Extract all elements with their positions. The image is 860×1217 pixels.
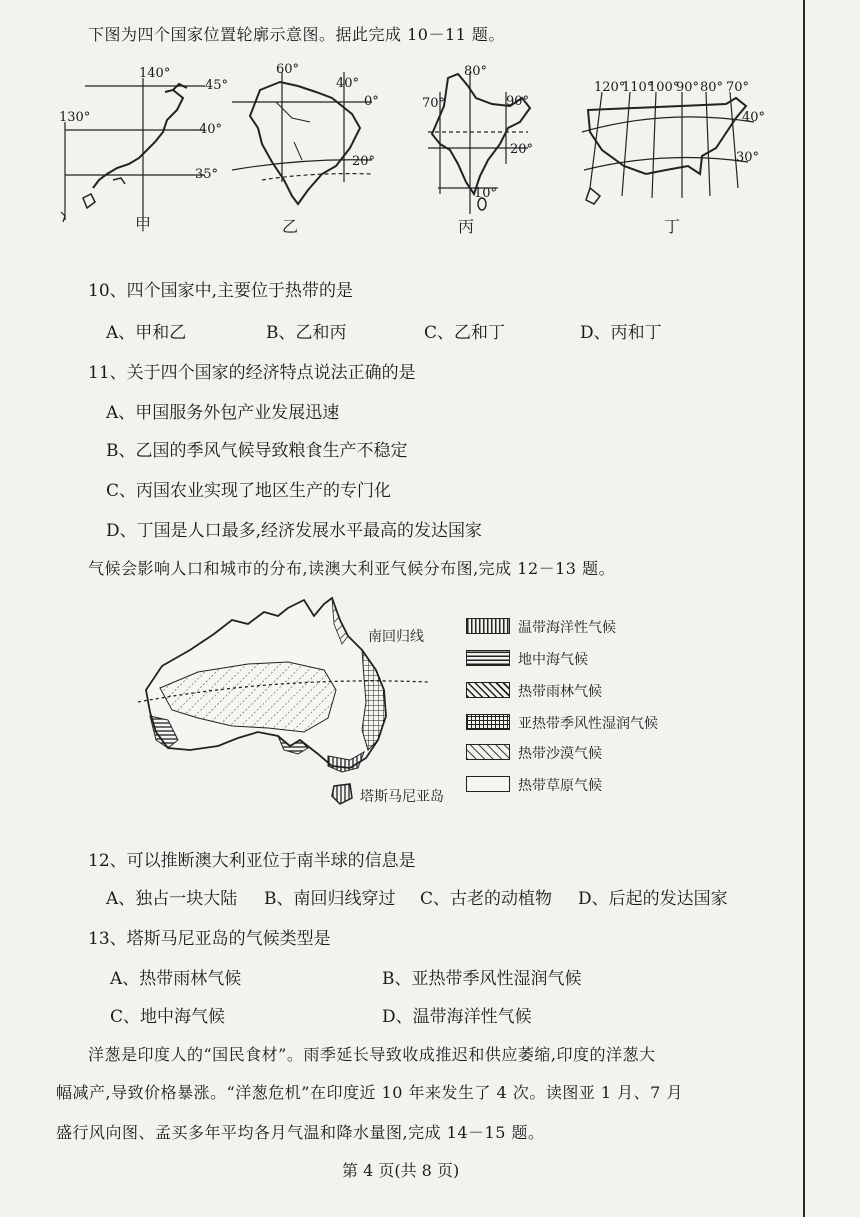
jia-lat-40: 40° [199,122,223,137]
map-ding-label: 丁 [664,217,681,236]
q11-option-b: B、乙国的季风气候导致粮食生产不稳定 [106,441,408,461]
exam-page: 下图为四个国家位置轮廓示意图。据此完成 10－11 题。 140° 130° 45° 40° 35° 甲 60° 40° 0° 20° 乙 70° 80° 90° 20° 10° 丙 120° 110° 100° 90° 80° 70° 40° 30° 丁 10、四个国家中,主要位于热带的是 A、甲和乙 B、乙和丙 C、乙和丁 D、丙和丁 11、关于四个国家的经济特点说法正确的是 A、甲国服务外包产业发展迅速 B、乙国的季风气候导致粮食生产不稳定 C、丙国农业实现了地区生产的专门化 D、丁国是人口最多,经济发展水平最高的发达国家 气候会影响人口和城市的分布,读澳大利亚气候分布图,完成 12－13 题。 南回归线 塔斯马尼亚岛 温带海洋性气候 地中海气候 热带雨林气候 亚热带季风性湿润气候 热带沙漠气候 热带草原气候 12、可以推断澳大利亚位于南半球的信息是 A、独占一块大陆 B、南回归线穿过 C、古老的动植物 D、后起的发达国家 13、塔斯马尼亚岛的气候类型是 A、热带雨林气候 B、亚热带季风性湿润气候 C、地中海气候 D、温带海洋性气候 洋葱是印度人的“国民食材”。雨季延长导致收成推迟和供应萎缩,印度的洋葱大 幅减产,导致价格暴涨。“洋葱危机”在印度近 10 年来发生了 4 次。读图亚 1 月、7 月 盛行风向图、孟买多年平均各月气温和降水量图,完成 14－15 题。 第 4 页(共 8 页) [0,0,860,1217]
q11-option-a: A、甲国服务外包产业发展迅速 [106,403,340,423]
map-yi-outline [232,62,382,232]
q10-option-b: B、乙和丙 [266,323,347,343]
ding-lon-100: 100° [648,80,680,95]
pattern-horizontal-swatch [466,650,510,666]
q13-option-d: D、温带海洋性气候 [382,1007,532,1027]
q12-option-a: A、独占一块大陆 [106,889,238,909]
q13-option-a: A、热带雨林气候 [110,969,242,989]
q10-stem: 10、四个国家中,主要位于热带的是 [88,281,354,301]
q13-option-b: B、亚热带季风性湿润气候 [382,969,582,989]
passage-line-1: 洋葱是印度人的“国民食材”。雨季延长导致收成推迟和供应萎缩,印度的洋葱大 [88,1045,656,1064]
ding-lat-40: 40° [742,110,766,125]
q12-stem: 12、可以推断澳大利亚位于南半球的信息是 [88,851,416,871]
bing-lon-80: 80° [464,64,488,79]
tasmania-label: 塔斯马尼亚岛 [360,789,444,805]
australia-climate-map [128,590,448,810]
q12-option-c: C、古老的动植物 [420,889,553,909]
yi-lat-20: 20° [352,154,376,169]
bing-lat-20: 20° [510,142,534,157]
pattern-vertical-swatch [466,618,510,634]
pattern-dotted-diagonal-swatch [466,744,510,760]
yi-lon-40: 40° [336,76,360,91]
pattern-grid-swatch [466,714,510,730]
jia-lat-45: 45° [205,78,229,93]
bing-lon-90: 90° [506,94,530,109]
intro-10-11: 下图为四个国家位置轮廓示意图。据此完成 10－11 题。 [88,25,505,44]
ding-lon-110: 110° [622,80,654,95]
q13-stem: 13、塔斯马尼亚岛的气候类型是 [88,929,331,949]
map-ding [576,78,766,236]
ding-lon-120: 120° [594,80,626,95]
jia-lon-130: 130° [59,110,91,125]
q11-option-d: D、丁国是人口最多,经济发展水平最高的发达国家 [106,521,483,541]
map-bing-label: 丙 [458,217,475,236]
q10-option-d: D、丙和丁 [580,323,662,343]
q11-stem: 11、关于四个国家的经济特点说法正确的是 [88,363,416,383]
q10-option-a: A、甲和乙 [106,323,187,343]
pattern-blank-swatch [466,776,510,792]
ding-lat-30: 30° [736,150,760,165]
yi-lon-60: 60° [276,62,300,77]
q11-option-c: C、丙国农业实现了地区生产的专门化 [106,481,392,501]
q12-option-b: B、南回归线穿过 [264,889,396,909]
bing-lon-70: 70° [422,96,446,111]
ding-lon-80: 80° [700,80,724,95]
jia-lat-35: 35° [195,167,219,182]
intro-12-13: 气候会影响人口和城市的分布,读澳大利亚气候分布图,完成 12－13 题。 [88,559,616,578]
q12-option-d: D、后起的发达国家 [578,889,728,909]
map-jia-label: 甲 [135,215,152,234]
margin-line [803,0,805,1217]
jia-lon-140: 140° [139,66,171,81]
australia-map-svg [128,590,448,810]
ding-lon-90: 90° [676,80,700,95]
bing-lat-10: 10° [474,186,498,201]
map-yi-label: 乙 [282,217,299,236]
map-jia [55,66,230,234]
map-bing [418,64,548,236]
map-jia-outline [55,70,230,230]
q10-option-c: C、乙和丁 [424,323,506,343]
ding-lon-70: 70° [726,80,750,95]
yi-lat-0: 0° [364,94,379,109]
tropic-label: 南回归线 [368,629,424,645]
passage-line-2: 幅减产,导致价格暴涨。“洋葱危机”在印度近 10 年来发生了 4 次。读图亚 1 月、7 月 [56,1083,683,1102]
page-footer: 第 4 页(共 8 页) [342,1161,460,1180]
pattern-diagonal-swatch [466,682,510,698]
passage-line-3: 盛行风向图、孟买多年平均各月气温和降水量图,完成 14－15 题。 [56,1123,545,1142]
map-yi [232,62,382,236]
q13-option-c: C、地中海气候 [110,1007,226,1027]
